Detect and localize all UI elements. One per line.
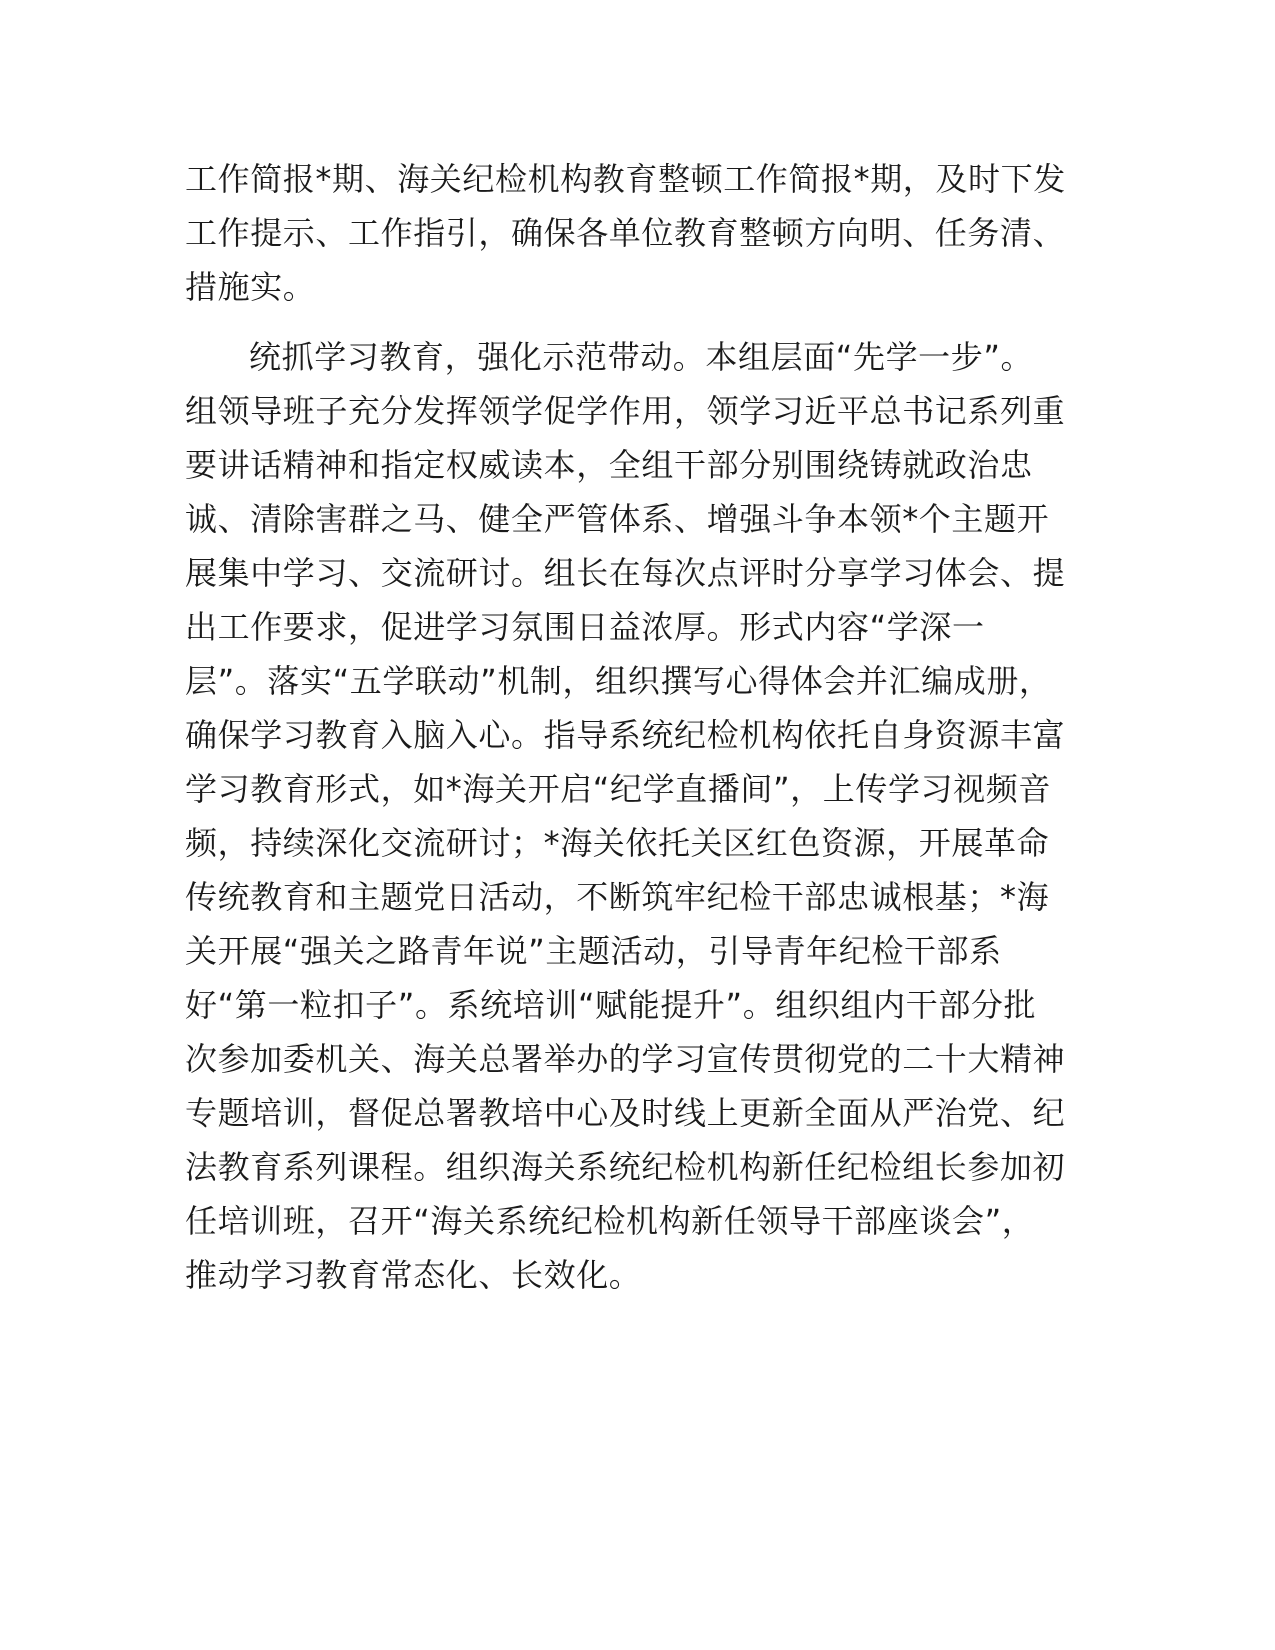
body-text [185,152,1065,1302]
text-line: 好“第一粒扣子”。系统培训“赋能提升”。组织组内干部分批 [185,986,1037,1024]
text-line: 工作简报*期、海关纪检机构教育整顿工作简报*期，及时下发 [185,160,1066,198]
text-line: 传统教育和主题党日活动，不断筑牢纪检干部忠诚根基；*海 [185,878,1050,916]
text-line: 次参加委机关、海关总署举办的学习宣传贯彻党的二十大精神 [185,1040,1066,1078]
text-line: 推动学习教育常态化、长效化。 [185,1256,642,1294]
text-line: 层”。落实“五学联动”机制，组织撰写心得体会并汇编成册， [185,662,1052,700]
paragraph-2 [185,330,1065,1302]
text-line: 诚、清除害群之马、健全严管体系、增强斗争本领*个主题开 [185,500,1050,538]
text-line: 工作提示、工作指引，确保各单位教育整顿方向明、任务清、 [185,214,1066,252]
text-line: 展集中学习、交流研讨。组长在每次点评时分享学习体会、提 [185,554,1066,592]
text-line: 确保学习教育入脑入心。指导系统纪检机构依托自身资源丰富 [185,716,1066,754]
paragraph-1 [185,152,1065,314]
text-line: 专题培训，督促总署教培中心及时线上更新全面从严治党、纪 [185,1094,1066,1132]
text-line: 任培训班，召开“海关系统纪检机构新任领导干部座谈会”， [185,1202,1035,1240]
text-line: 组领导班子充分发挥领学促学作用，领学习近平总书记系列重 [185,392,1066,430]
text-line: 学习教育形式，如*海关开启“纪学直播间”，上传学习视频音 [185,770,1051,808]
text-line: 措施实。 [185,268,316,306]
text-line: 出工作要求，促进学习氛围日益浓厚。形式内容“学深一 [185,608,985,646]
text-line: 频，持续深化交流研讨；*海关依托关区红色资源，开展革命 [185,824,1050,862]
paragraph-spacer [185,314,1065,330]
text-line: 法教育系列课程。组织海关系统纪检机构新任纪检组长参加初 [185,1148,1066,1186]
text-line: 要讲话精神和指定权威读本，全组干部分别围绕铸就政治忠 [185,446,1033,484]
text-line: 统抓学习教育，强化示范带动。本组层面“先学一步”。 [249,338,1034,376]
text-line: 关开展“强关之路青年说”主题活动，引导青年纪检干部系 [185,932,1002,970]
